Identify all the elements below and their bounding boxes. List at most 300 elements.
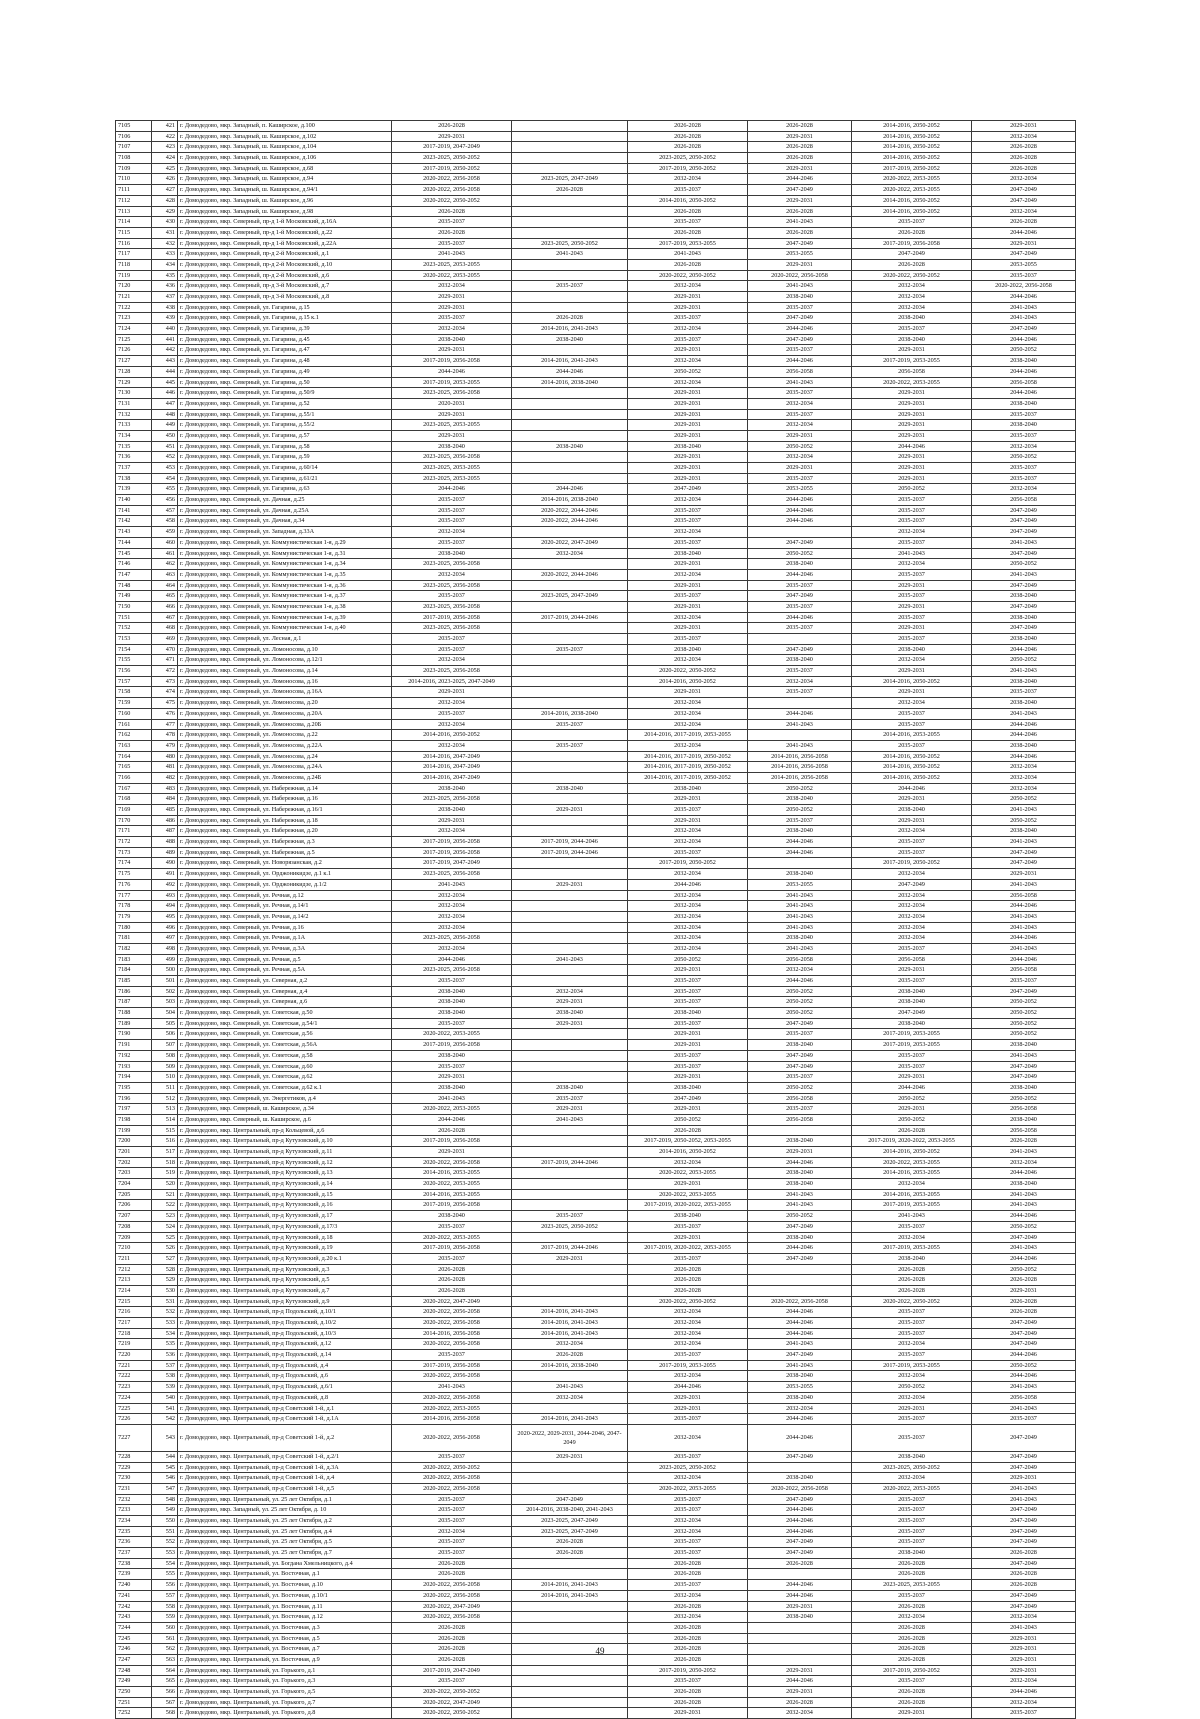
row-number-cell: 432 (152, 238, 178, 249)
period-cell: 2047-2049 (972, 1601, 1076, 1612)
table-row (116, 1082, 1076, 1093)
period-cell (512, 826, 628, 837)
period-cell: 2020-2022, 2044-2046 (512, 516, 628, 527)
table-row (116, 559, 1076, 570)
table-row (116, 1307, 1076, 1318)
period-cell: 2044-2046 (512, 366, 628, 377)
period-cell: 2029-2031 (852, 580, 972, 591)
period-cell: 2044-2046 (748, 1307, 852, 1318)
period-cell: 2047-2049 (972, 516, 1076, 527)
period-cell (512, 655, 628, 666)
period-cell: 2038-2040 (392, 1008, 512, 1019)
period-cell: 2035-2037 (852, 634, 972, 645)
period-cell: 2053-2055 (748, 484, 852, 495)
period-cell: 2020-2022, 2044-2046 (512, 505, 628, 516)
table-row (116, 516, 1076, 527)
period-cell: 2035-2037 (852, 1414, 972, 1425)
period-cell: 2035-2037 (852, 1505, 972, 1516)
address-cell: г. Домодедово, мкр. Центральный, пр-д Кольцевой, д.6 (178, 1125, 392, 1136)
address-cell: г. Домодедово, мкр. Северный, ул. Набережная, д.20 (178, 826, 392, 837)
period-cell: 2020-2022, 2056-2058 (392, 185, 512, 196)
period-cell (512, 302, 628, 313)
row-number-cell: 495 (152, 911, 178, 922)
row-number-cell: 450 (152, 430, 178, 441)
period-cell: 2029-2031 (628, 452, 748, 463)
period-cell: 2035-2037 (392, 1253, 512, 1264)
period-cell: 2017-2019, 2053-2055 (628, 1360, 748, 1371)
table-row (116, 762, 1076, 773)
address-cell: г. Домодедово, мкр. Северный, ул. Набережная, д.16/1 (178, 805, 392, 816)
row-id-cell: 7136 (116, 452, 152, 463)
period-cell: 2014-2016, 2038-2040 (512, 495, 628, 506)
period-cell: 2026-2028 (392, 206, 512, 217)
period-cell: 2041-2043 (972, 837, 1076, 848)
period-cell: 2023-2025, 2050-2052 (392, 153, 512, 164)
row-id-cell: 7217 (116, 1318, 152, 1329)
period-cell: 2023-2025, 2056-2058 (392, 794, 512, 805)
period-cell: 2041-2043 (972, 1050, 1076, 1061)
period-cell: 2047-2049 (972, 185, 1076, 196)
period-cell (512, 687, 628, 698)
row-id-cell: 7107 (116, 142, 152, 153)
address-cell: г. Домодедово, мкр. Центральный, пр-д Подольский, д.10/2 (178, 1318, 392, 1329)
address-cell: г. Домодедово, мкр. Центральный, пр-д Кутузовский, д.17 (178, 1211, 392, 1222)
period-cell: 2017-2019, 2053-2055 (392, 377, 512, 388)
period-cell: 2026-2028 (628, 131, 748, 142)
period-cell: 2041-2043 (748, 911, 852, 922)
period-cell: 2026-2028 (628, 1264, 748, 1275)
period-cell: 2029-2031 (392, 409, 512, 420)
period-cell: 2056-2058 (972, 495, 1076, 506)
period-cell (512, 473, 628, 484)
row-id-cell: 7121 (116, 292, 152, 303)
table-row (116, 1339, 1076, 1350)
address-cell: г. Домодедово, мкр. Северный, ул. Набережная, д.18 (178, 815, 392, 826)
address-cell: г. Домодедово, мкр. Северный, ул. Гагарина, д.61/21 (178, 473, 392, 484)
period-cell (512, 1179, 628, 1190)
period-cell: 2029-2031 (628, 388, 748, 399)
address-cell: г. Домодедово, мкр. Центральный, ул. 25 лет Октября, д.2 (178, 1516, 392, 1527)
period-cell: 2038-2040 (972, 740, 1076, 751)
row-number-cell: 519 (152, 1168, 178, 1179)
period-cell: 2029-2031 (748, 1147, 852, 1158)
row-number-cell: 527 (152, 1253, 178, 1264)
row-id-cell: 7225 (116, 1403, 152, 1414)
period-cell: 2023-2025, 2053-2055 (392, 259, 512, 270)
period-cell: 2044-2046 (972, 1168, 1076, 1179)
period-cell: 2032-2034 (628, 281, 748, 292)
period-cell: 2035-2037 (628, 313, 748, 324)
period-cell: 2017-2019, 2056-2058 (392, 1136, 512, 1147)
period-cell: 2029-2031 (392, 430, 512, 441)
period-cell: 2035-2037 (392, 1451, 512, 1462)
period-cell: 2044-2046 (852, 441, 972, 452)
row-id-cell: 7210 (116, 1243, 152, 1254)
address-cell: г. Домодедово, мкр. Центральный, ул. Восточная, д.1 (178, 1569, 392, 1580)
table-row (116, 1360, 1076, 1371)
period-cell: 2020-2022, 2050-2052 (392, 195, 512, 206)
period-cell (512, 121, 628, 132)
period-cell: 2038-2040 (392, 548, 512, 559)
row-number-cell: 455 (152, 484, 178, 495)
address-cell: г. Домодедово, мкр. Северный, ул. Гагарина, д.58 (178, 441, 392, 452)
address-cell: г. Домодедово, мкр. Северный, ул. Орджоникидзе, д.1/2 (178, 879, 392, 890)
row-number-cell: 501 (152, 976, 178, 987)
period-cell: 2035-2037 (628, 805, 748, 816)
period-cell: 2020-2022, 2056-2058 (392, 1424, 512, 1451)
period-cell: 2032-2034 (628, 174, 748, 185)
period-cell: 2023-2025, 2053-2055 (852, 1580, 972, 1591)
row-id-cell: 7252 (116, 1708, 152, 1719)
address-cell: г. Домодедово, мкр. Северный, ул. Гагарина, д.15 (178, 302, 392, 313)
table-row (116, 356, 1076, 367)
period-cell: 2032-2034 (392, 922, 512, 933)
period-cell: 2020-2022, 2050-2052 (392, 1687, 512, 1698)
row-number-cell: 525 (152, 1232, 178, 1243)
period-cell (512, 1473, 628, 1484)
table-row (116, 1654, 1076, 1665)
period-cell: 2017-2019, 2044-2046 (512, 612, 628, 623)
address-cell: г. Домодедово, мкр. Северный, ул. Речная, д.12 (178, 890, 392, 901)
period-cell: 2041-2043 (972, 1189, 1076, 1200)
row-number-cell: 446 (152, 388, 178, 399)
period-cell: 2029-2031 (852, 1104, 972, 1115)
period-cell: 2044-2046 (972, 719, 1076, 730)
table-row (116, 740, 1076, 751)
row-number-cell: 494 (152, 901, 178, 912)
table-row (116, 1451, 1076, 1462)
period-cell: 2047-2049 (972, 858, 1076, 869)
period-cell: 2029-2031 (628, 345, 748, 356)
table-row (116, 1114, 1076, 1125)
address-cell: г. Домодедово, мкр. Западный, ш. Каширское, д.106 (178, 153, 392, 164)
period-cell: 2017-2019, 2044-2046 (512, 1157, 628, 1168)
period-cell: 2044-2046 (748, 324, 852, 335)
period-cell: 2035-2037 (628, 516, 748, 527)
period-cell (512, 1050, 628, 1061)
row-number-cell: 475 (152, 698, 178, 709)
period-cell: 2032-2034 (852, 698, 972, 709)
period-cell: 2017-2019, 2056-2058 (392, 612, 512, 623)
period-cell: 2035-2037 (512, 281, 628, 292)
period-cell: 2035-2037 (628, 217, 748, 228)
address-cell: г. Домодедово, мкр. Северный, ул. Северная, д.6 (178, 997, 392, 1008)
row-number-cell: 539 (152, 1382, 178, 1393)
table-row (116, 1526, 1076, 1537)
period-cell: 2050-2052 (628, 1114, 748, 1125)
row-number-cell: 464 (152, 580, 178, 591)
period-cell (512, 943, 628, 954)
table-row (116, 1189, 1076, 1200)
row-id-cell: 7182 (116, 943, 152, 954)
period-cell: 2014-2016, 2050-2052 (628, 676, 748, 687)
period-cell: 2017-2019, 2053-2055 (628, 238, 748, 249)
row-id-cell: 7216 (116, 1307, 152, 1318)
period-cell: 2050-2052 (628, 954, 748, 965)
table-row (116, 153, 1076, 164)
period-cell: 2026-2028 (628, 1601, 748, 1612)
period-cell: 2041-2043 (512, 1382, 628, 1393)
table-row (116, 249, 1076, 260)
row-id-cell: 7138 (116, 473, 152, 484)
table-row (116, 1211, 1076, 1222)
period-cell: 2035-2037 (748, 409, 852, 420)
period-cell: 2035-2037 (392, 1494, 512, 1505)
period-cell: 2056-2058 (972, 965, 1076, 976)
table-row (116, 730, 1076, 741)
period-cell: 2038-2040 (852, 1018, 972, 1029)
period-cell: 2044-2046 (748, 1676, 852, 1687)
period-cell: 2038-2040 (972, 826, 1076, 837)
row-number-cell: 506 (152, 1029, 178, 1040)
row-id-cell: 7146 (116, 559, 152, 570)
period-cell: 2032-2034 (628, 826, 748, 837)
period-cell: 2035-2037 (852, 569, 972, 580)
period-cell: 2056-2058 (748, 366, 852, 377)
table-row (116, 1018, 1076, 1029)
period-cell: 2050-2052 (852, 1382, 972, 1393)
table-row (116, 933, 1076, 944)
period-cell: 2023-2025, 2047-2049 (512, 591, 628, 602)
row-id-cell: 7249 (116, 1676, 152, 1687)
table-row (116, 1040, 1076, 1051)
period-cell: 2029-2031 (628, 1029, 748, 1040)
period-cell: 2017-2019, 2050-2052 (852, 858, 972, 869)
row-number-cell: 546 (152, 1473, 178, 1484)
period-cell: 2026-2028 (392, 1633, 512, 1644)
period-cell: 2029-2031 (852, 463, 972, 474)
period-cell: 2029-2031 (392, 131, 512, 142)
period-cell: 2041-2043 (748, 1339, 852, 1350)
address-cell: г. Домодедово, мкр. Центральный, ул. Восточная, д.9 (178, 1654, 392, 1665)
row-number-cell: 477 (152, 719, 178, 730)
period-cell: 2050-2052 (972, 1008, 1076, 1019)
period-cell: 2032-2034 (852, 655, 972, 666)
period-cell: 2026-2028 (748, 227, 852, 238)
row-number-cell: 473 (152, 676, 178, 687)
period-cell: 2020-2022, 2053-2055 (852, 1483, 972, 1494)
address-cell: г. Домодедово, мкр. Центральный, ул. Восточная, д.12 (178, 1612, 392, 1623)
address-cell: г. Домодедово, мкр. Центральный, ул. Горького, д.3 (178, 1676, 392, 1687)
row-number-cell: 552 (152, 1537, 178, 1548)
address-cell: г. Домодедово, мкр. Северный, ул. Ломоносова, д.20 (178, 698, 392, 709)
period-cell: 2017-2019, 2020-2022, 2053-2055 (628, 1243, 748, 1254)
period-cell: 2047-2049 (748, 238, 852, 249)
period-cell: 2047-2049 (852, 879, 972, 890)
period-cell: 2044-2046 (748, 1526, 852, 1537)
address-cell: г. Домодедово, мкр. Центральный, пр-д Кутузовский, д.12 (178, 1157, 392, 1168)
period-cell: 2017-2019, 2044-2046 (512, 847, 628, 858)
period-cell: 2029-2031 (392, 1072, 512, 1083)
period-cell: 2044-2046 (852, 1082, 972, 1093)
period-cell: 2035-2037 (852, 1537, 972, 1548)
period-cell: 2029-2031 (852, 815, 972, 826)
address-cell: г. Домодедово, мкр. Западный, ш. Каширское, д.104 (178, 142, 392, 153)
period-cell: 2041-2043 (748, 719, 852, 730)
table-row (116, 174, 1076, 185)
period-cell: 2047-2049 (972, 505, 1076, 516)
period-cell: 2032-2034 (628, 837, 748, 848)
period-cell: 2029-2031 (852, 452, 972, 463)
period-cell: 2032-2034 (628, 569, 748, 580)
row-id-cell: 7208 (116, 1221, 152, 1232)
row-id-cell: 7209 (116, 1232, 152, 1243)
period-cell: 2032-2034 (972, 206, 1076, 217)
table-row (116, 772, 1076, 783)
address-cell: г. Домодедово, мкр. Центральный, ул. Богдана Хмельницкого, д.4 (178, 1558, 392, 1569)
row-number-cell: 482 (152, 772, 178, 783)
address-cell: г. Домодедово, мкр. Северный, ул. Советская, д.56 (178, 1029, 392, 1040)
table-row (116, 1029, 1076, 1040)
row-id-cell: 7224 (116, 1392, 152, 1403)
period-cell: 2032-2034 (972, 484, 1076, 495)
period-cell: 2047-2049 (972, 1072, 1076, 1083)
period-cell: 2050-2052 (972, 1018, 1076, 1029)
address-cell: г. Домодедово, мкр. Северный, ул. Ломоносова, д.16А (178, 687, 392, 698)
period-cell (512, 1147, 628, 1158)
row-id-cell: 7123 (116, 313, 152, 324)
table-row (116, 131, 1076, 142)
address-cell: г. Домодедово, мкр. Центральный, ул. 25 лет Октября, д.5 (178, 1537, 392, 1548)
period-cell: 2044-2046 (972, 334, 1076, 345)
period-cell: 2014-2016, 2056-2058 (392, 1414, 512, 1425)
period-cell: 2020-2022, 2053-2055 (628, 1189, 748, 1200)
row-number-cell: 443 (152, 356, 178, 367)
period-cell: 2017-2019, 2050-2052 (628, 1665, 748, 1676)
period-cell: 2026-2028 (852, 259, 972, 270)
period-cell: 2026-2028 (852, 1697, 972, 1708)
period-cell: 2026-2028 (852, 1622, 972, 1633)
period-cell: 2035-2037 (852, 1061, 972, 1072)
period-cell: 2032-2034 (852, 1612, 972, 1623)
period-cell: 2032-2034 (628, 911, 748, 922)
row-id-cell: 7231 (116, 1483, 152, 1494)
period-cell: 2035-2037 (852, 1050, 972, 1061)
row-number-cell: 453 (152, 463, 178, 474)
period-cell: 2032-2034 (512, 548, 628, 559)
period-cell: 2032-2034 (852, 302, 972, 313)
period-cell: 2029-2031 (512, 805, 628, 816)
period-cell: 2038-2040 (512, 1082, 628, 1093)
row-id-cell: 7131 (116, 398, 152, 409)
period-cell: 2032-2034 (392, 943, 512, 954)
period-cell: 2035-2037 (852, 1328, 972, 1339)
period-cell: 2044-2046 (972, 1350, 1076, 1361)
period-cell: 2056-2058 (748, 1114, 852, 1125)
period-cell: 2032-2034 (392, 911, 512, 922)
address-cell: г. Домодедово, мкр. Северный, ул. Ломоносова, д.14 (178, 666, 392, 677)
period-cell: 2038-2040 (852, 1253, 972, 1264)
period-cell: 2050-2052 (972, 997, 1076, 1008)
table-row (116, 1275, 1076, 1286)
period-cell: 2029-2031 (628, 815, 748, 826)
period-cell: 2041-2043 (392, 1093, 512, 1104)
period-cell: 2035-2037 (748, 345, 852, 356)
address-cell: г. Домодедово, мкр. Северный, ул. Дачная, д.25А (178, 505, 392, 516)
period-cell: 2041-2043 (748, 1360, 852, 1371)
period-cell: 2053-2055 (748, 1382, 852, 1393)
period-cell: 2047-2049 (972, 195, 1076, 206)
table-row (116, 398, 1076, 409)
period-cell: 2041-2043 (748, 377, 852, 388)
period-cell: 2026-2028 (628, 1633, 748, 1644)
period-cell: 2041-2043 (748, 890, 852, 901)
period-cell: 2041-2043 (972, 1403, 1076, 1414)
row-number-cell: 457 (152, 505, 178, 516)
period-cell: 2035-2037 (748, 473, 852, 484)
period-cell: 2035-2037 (392, 708, 512, 719)
period-cell: 2032-2034 (392, 826, 512, 837)
period-cell: 2017-2019, 2053-2055 (852, 1200, 972, 1211)
period-cell: 2035-2037 (392, 976, 512, 987)
period-cell: 2017-2019, 2050-2052 (852, 1665, 972, 1676)
row-id-cell: 7105 (116, 121, 152, 132)
table-row (116, 1424, 1076, 1451)
period-cell: 2035-2037 (628, 1451, 748, 1462)
period-cell: 2038-2040 (392, 334, 512, 345)
period-cell: 2026-2028 (628, 1285, 748, 1296)
table-row (116, 1601, 1076, 1612)
table-row (116, 1505, 1076, 1516)
table-row (116, 313, 1076, 324)
period-cell: 2014-2016, 2050-2052 (852, 762, 972, 773)
table-row (116, 644, 1076, 655)
period-cell: 2029-2031 (628, 292, 748, 303)
period-cell: 2035-2037 (628, 1537, 748, 1548)
row-number-cell: 460 (152, 537, 178, 548)
address-cell: г. Домодедово, мкр. Северный, ул. Гагарина, д.59 (178, 452, 392, 463)
period-cell: 2032-2034 (852, 1179, 972, 1190)
row-number-cell: 484 (152, 794, 178, 805)
address-cell: г. Домодедово, мкр. Центральный, пр-д Подольский, д.10/1 (178, 1307, 392, 1318)
period-cell: 2035-2037 (748, 815, 852, 826)
period-cell: 2026-2028 (972, 217, 1076, 228)
period-cell: 2029-2031 (512, 1104, 628, 1115)
table-row (116, 1093, 1076, 1104)
period-cell: 2020-2022, 2056-2058 (748, 1296, 852, 1307)
period-cell: 2047-2049 (972, 1318, 1076, 1329)
period-cell: 2035-2037 (972, 473, 1076, 484)
address-cell: г. Домодедово, мкр. Центральный, пр-д Кутузовский, д.15 (178, 1189, 392, 1200)
period-cell: 2014-2016, 2017-2019, 2050-2052 (628, 772, 748, 783)
period-cell (512, 1189, 628, 1200)
period-cell: 2041-2043 (972, 1622, 1076, 1633)
period-cell: 2035-2037 (512, 644, 628, 655)
period-cell: 2029-2031 (748, 1601, 852, 1612)
row-number-cell: 521 (152, 1189, 178, 1200)
period-cell: 2014-2016, 2047-2049 (392, 751, 512, 762)
row-id-cell: 7234 (116, 1516, 152, 1527)
period-cell: 2014-2016, 2038-2040 (512, 377, 628, 388)
period-cell: 2029-2031 (852, 666, 972, 677)
address-cell: г. Домодедово, мкр. Центральный, пр-д Кутузовский, д.7 (178, 1285, 392, 1296)
period-cell: 2044-2046 (748, 356, 852, 367)
period-cell: 2026-2028 (628, 142, 748, 153)
address-cell: г. Домодедово, мкр. Центральный, пр-д Советский 1-й, д.3А (178, 1462, 392, 1473)
period-cell: 2041-2043 (972, 1147, 1076, 1158)
table-row (116, 591, 1076, 602)
period-cell: 2020-2022, 2056-2058 (392, 1392, 512, 1403)
period-cell: 2014-2016, 2050-2052 (852, 676, 972, 687)
row-id-cell: 7141 (116, 505, 152, 516)
period-cell: 2026-2028 (852, 1125, 972, 1136)
period-cell: 2032-2034 (748, 420, 852, 431)
row-number-cell: 485 (152, 805, 178, 816)
period-cell: 2029-2031 (748, 1687, 852, 1698)
period-cell: 2017-2019, 2056-2058 (392, 1040, 512, 1051)
address-cell: г. Домодедово, мкр. Северный, ул. Ломоносова, д.10 (178, 644, 392, 655)
table-row (116, 270, 1076, 281)
